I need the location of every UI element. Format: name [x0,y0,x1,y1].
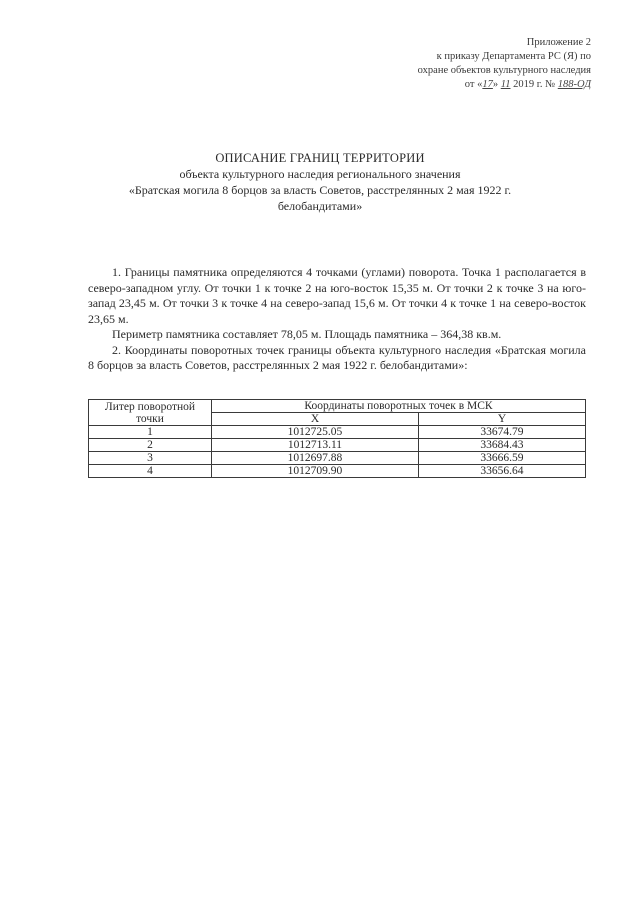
header-x: X [212,413,419,426]
document-body [88,265,586,374]
header-y: Y [418,413,585,426]
title-main: ОПИСАНИЕ ГРАНИЦ ТЕРРИТОРИИ [215,151,425,165]
cell-liter: 2 [89,439,212,452]
title-line-4: белобандитами» [277,199,363,213]
cell-liter: 4 [89,465,212,478]
date-year: 2019 г. № [513,79,556,90]
table-row [89,452,586,465]
date-prefix: от « [464,79,483,90]
appendix-order-ref: к приказу Департамента РС (Я) по [436,51,591,62]
document-title [60,150,580,214]
cell-x: 1012697.88 [212,452,419,465]
paragraph-perimeter: Периметр памятника составляет 78,05 м. Площадь памятника – 364,38 кв.м. [112,327,502,341]
cell-y: 33684.43 [418,439,585,452]
cell-y: 33666.59 [418,452,585,465]
header-liter: Литер поворотной точки [89,400,212,426]
cell-x: 1012725.05 [212,426,419,439]
table-row [89,426,586,439]
cell-x: 1012709.90 [212,465,419,478]
table-row [89,465,586,478]
cell-y: 33674.79 [418,426,585,439]
table-row [89,439,586,452]
date-day: 17 [482,79,493,90]
appendix-header [391,36,591,92]
cell-y: 33656.64 [418,465,585,478]
cell-liter: 3 [89,452,212,465]
appendix-label: Приложение 2 [526,37,591,48]
title-line-3: «Братская могила 8 борцов за власть Советов, расстрелянных 2 мая 1922 г. [128,183,512,197]
paragraph-boundaries: 1. Границы памятника определяются 4 точками (углами) поворота. Точка 1 располагается в северо-западном углу. От точки 1 к точке 2 на юго-восток 15,35 м. От точки 2 к точке 3 на юго-запад 23,45 м. От точки 3 к точке 4 на северо-запад 15,6 м. От точки 4 к точке 1 на северо-восток 23,65 м. [88,265,586,326]
order-number: 188-ОД [557,79,591,90]
title-line-2: объекта культурного наследия регионального значения [179,167,461,181]
appendix-date-line [391,78,591,92]
table-header-row [89,400,586,413]
header-coordinates: Координаты поворотных точек в МСК [212,400,586,413]
coordinates-table [88,399,586,478]
cell-x: 1012713.11 [212,439,419,452]
paragraph-coordinates-intro: 2. Координаты поворотных точек границы объекта культурного наследия «Братская могила 8 борцов за власть Советов, расстрелянных 2 мая 1922 г. белобандитами»: [88,342,586,372]
appendix-order-subject: охране объектов культурного наследия [417,65,591,76]
date-quote: » [492,79,499,90]
date-month: 11 [500,79,511,90]
cell-liter: 1 [89,426,212,439]
